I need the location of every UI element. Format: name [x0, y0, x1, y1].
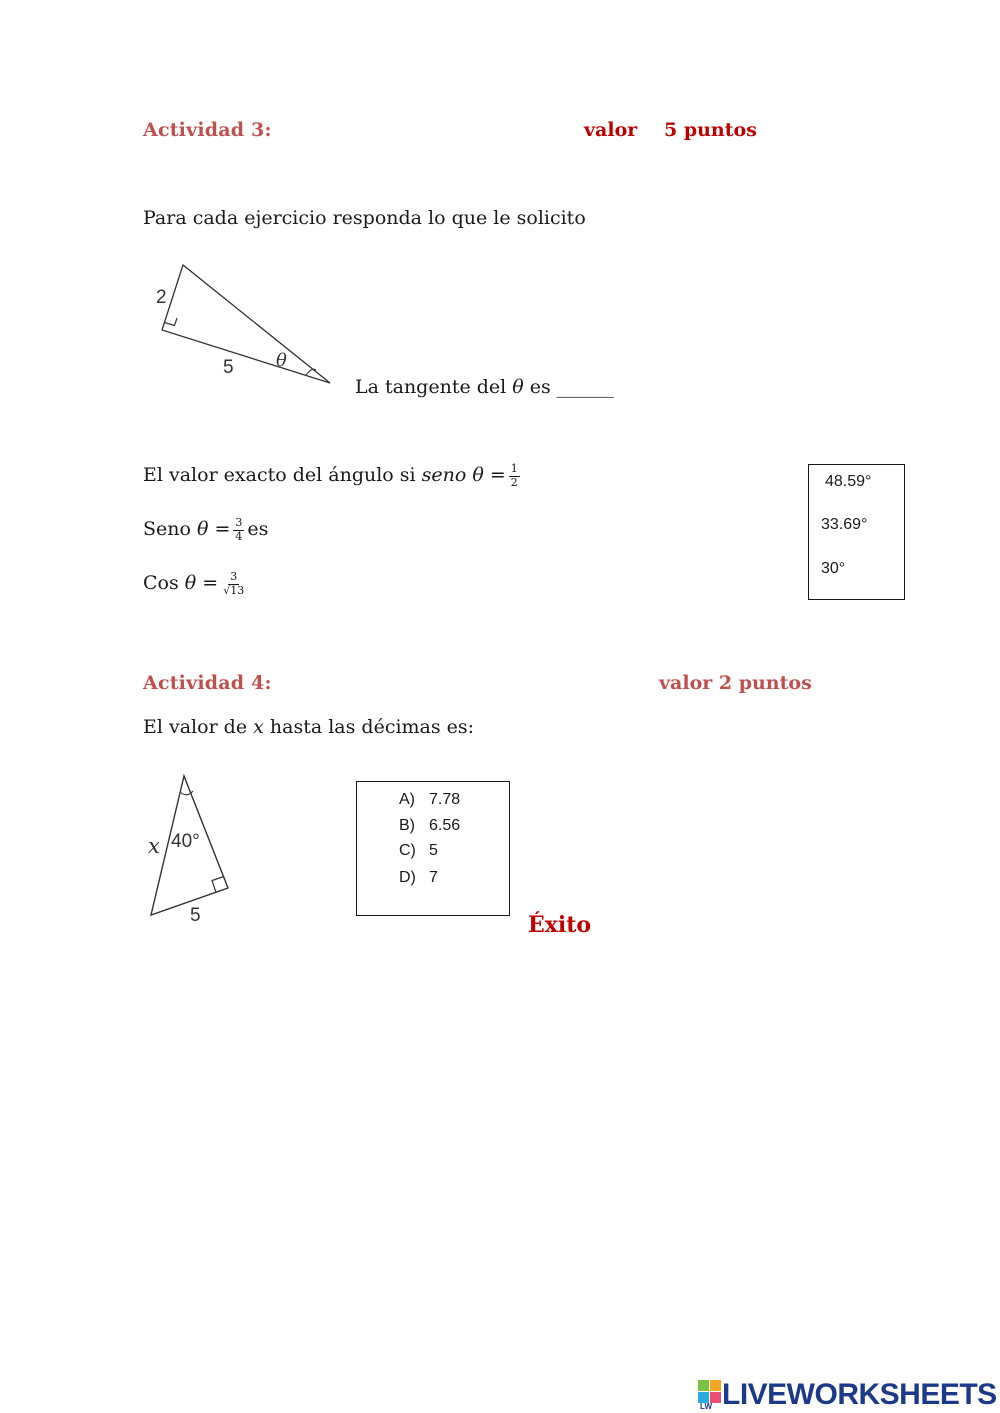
- triangle2-side: 5: [190, 905, 201, 926]
- activity4-value-label: valor 2 puntos: [659, 672, 812, 694]
- option-1[interactable]: 48.59°: [825, 473, 872, 490]
- triangle-diagram-2: [140, 770, 250, 930]
- question-cosine: Cos θ = $\frac{3}{√13}$: [143, 570, 245, 597]
- brand-name: LIVEWORKSHEETS: [722, 1378, 997, 1411]
- choices-box: [356, 781, 510, 916]
- activity3-instruction: Para cada ejercicio responda lo que le solicito: [143, 207, 586, 229]
- triangle-diagram-1: [150, 255, 350, 395]
- triangle2-angle: 40°: [171, 831, 200, 852]
- choice-b-letter[interactable]: B): [399, 817, 415, 834]
- question-exact-angle: El valor exacto del ángulo si seno θ = $\frac{1}{2}$: [143, 462, 518, 489]
- liveworksheets-logo: [698, 1378, 997, 1412]
- triangle1-angle: θ: [276, 350, 287, 371]
- triangle1-side-long: 5: [223, 357, 234, 378]
- option-3[interactable]: 30°: [821, 560, 846, 577]
- choice-b-value[interactable]: 6.56: [429, 817, 461, 834]
- choice-d-letter[interactable]: D): [399, 869, 416, 886]
- choice-d-value[interactable]: 7: [429, 869, 438, 886]
- liveworksheets-logo-icon: [698, 1380, 722, 1410]
- activity3-points: 5 puntos: [664, 119, 757, 141]
- activity4-question: El valor de x hasta las décimas es:: [143, 716, 475, 738]
- choice-a-letter[interactable]: A): [399, 791, 415, 808]
- tangent-question: La tangente del θ es ______: [355, 376, 614, 398]
- answer-options-box: [808, 464, 905, 600]
- option-2[interactable]: 33.69°: [821, 516, 868, 533]
- triangle2-var: x: [148, 834, 160, 858]
- logo-letters: LW: [700, 1402, 712, 1410]
- choice-c-letter[interactable]: C): [399, 842, 416, 859]
- activity4-title: Actividad 4:: [143, 672, 272, 694]
- choice-a-value[interactable]: 7.78: [429, 791, 461, 808]
- triangle1-side-short: 2: [156, 287, 167, 308]
- choice-c-value[interactable]: 5: [429, 842, 438, 859]
- question-sine: Seno θ = $\frac{3}{4}$ es: [143, 516, 269, 543]
- activity3-value-label: valor: [584, 119, 638, 141]
- activity3-title: Actividad 3:: [143, 119, 272, 141]
- success-text: Éxito: [528, 912, 592, 938]
